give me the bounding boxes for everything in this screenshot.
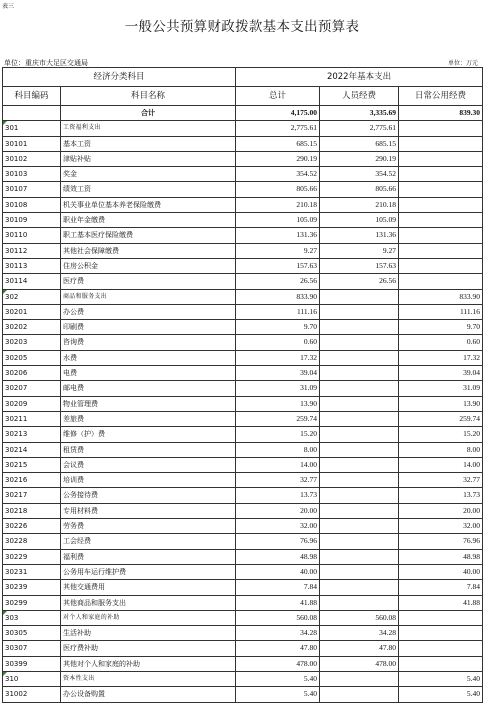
row-total: 26.56: [236, 274, 320, 289]
table-row: [3, 411, 483, 426]
row-code: 30209: [3, 396, 61, 411]
column-header-public: 日常公用经费: [399, 87, 483, 106]
row-total: 111.16: [236, 304, 320, 319]
row-name: 公务接待费: [61, 488, 236, 503]
row-code: 30114: [3, 274, 61, 289]
row-code: 30201: [3, 304, 61, 319]
row-public: 9.70: [399, 320, 483, 335]
row-name: 职业年金缴费: [61, 213, 236, 228]
row-name: 其他商品和服务支出: [61, 595, 236, 610]
budget-table: [2, 67, 483, 703]
row-code: 30207: [3, 381, 61, 396]
row-code: 30103: [3, 167, 61, 182]
table-group-row: [3, 121, 483, 136]
row-personnel: [320, 411, 399, 426]
row-personnel: 26.56: [320, 274, 399, 289]
row-personnel: [320, 519, 399, 534]
row-public: [399, 151, 483, 166]
row-public: 7.84: [399, 580, 483, 595]
row-code: 302: [3, 289, 61, 304]
row-total: 32.00: [236, 519, 320, 534]
row-personnel: 560.08: [320, 610, 399, 625]
row-code: 30110: [3, 228, 61, 243]
cell-marker-icon: [3, 121, 7, 125]
row-public: 41.88: [399, 595, 483, 610]
table-row: [3, 656, 483, 671]
table-row: [3, 626, 483, 641]
table-row: [3, 442, 483, 457]
row-personnel: 290.19: [320, 151, 399, 166]
total-code-cell: [3, 106, 61, 121]
row-name: 住房公积金: [61, 258, 236, 273]
table-row: [3, 641, 483, 656]
row-public: 5.40: [399, 687, 483, 702]
row-code: 30305: [3, 626, 61, 641]
row-code: 30203: [3, 335, 61, 350]
row-name: 维修（护）费: [61, 427, 236, 442]
row-personnel: [320, 473, 399, 488]
table-body: [3, 106, 483, 703]
row-code: 30226: [3, 519, 61, 534]
row-personnel: 354.52: [320, 167, 399, 182]
row-public: 17.32: [399, 350, 483, 365]
table-row: [3, 381, 483, 396]
row-name: 其他社会保障缴费: [61, 243, 236, 258]
row-public: 0.60: [399, 335, 483, 350]
row-public: 48.98: [399, 549, 483, 564]
row-personnel: [320, 534, 399, 549]
page-title: 一般公共预算财政拨款基本支出预算表: [124, 19, 360, 35]
row-personnel: [320, 304, 399, 319]
column-header-total: 总计: [236, 87, 320, 106]
row-total: 7.84: [236, 580, 320, 595]
row-total: 685.15: [236, 136, 320, 151]
row-personnel: 157.63: [320, 258, 399, 273]
row-public: [399, 641, 483, 656]
total-total: 4,175.00: [236, 106, 320, 121]
table-row: [3, 366, 483, 381]
row-name: 工资福利支出: [61, 121, 236, 136]
table-row: [3, 687, 483, 702]
row-public: 39.04: [399, 366, 483, 381]
row-personnel: [320, 457, 399, 472]
row-personnel: [320, 350, 399, 365]
row-total: 31.09: [236, 381, 320, 396]
row-public: 5.40: [399, 671, 483, 686]
row-total: 9.27: [236, 243, 320, 258]
row-code: 30307: [3, 641, 61, 656]
row-personnel: 34.28: [320, 626, 399, 641]
row-total: 48.98: [236, 549, 320, 564]
row-public: [399, 610, 483, 625]
row-name: 机关事业单位基本养老保险缴费: [61, 197, 236, 212]
row-code: 30299: [3, 595, 61, 610]
row-code: 30107: [3, 182, 61, 197]
row-name: 公务用车运行维护费: [61, 564, 236, 579]
total-public: 839.30: [399, 106, 483, 121]
row-total: 41.88: [236, 595, 320, 610]
row-name: 绩效工资: [61, 182, 236, 197]
row-total: 259.74: [236, 411, 320, 426]
row-public: [399, 121, 483, 136]
row-public: [399, 136, 483, 151]
table-row: [3, 350, 483, 365]
row-name: 生活补助: [61, 626, 236, 641]
table-row: [3, 427, 483, 442]
row-public: 8.00: [399, 442, 483, 457]
row-total: 17.32: [236, 350, 320, 365]
row-name: 租赁费: [61, 442, 236, 457]
row-total: 560.08: [236, 610, 320, 625]
column-header-code: 科目编码: [3, 87, 61, 106]
row-total: 805.66: [236, 182, 320, 197]
row-public: 31.09: [399, 381, 483, 396]
row-personnel: 685.15: [320, 136, 399, 151]
row-public: [399, 656, 483, 671]
row-total: 478.00: [236, 656, 320, 671]
row-personnel: [320, 335, 399, 350]
row-total: 34.28: [236, 626, 320, 641]
table-row: [3, 473, 483, 488]
row-code: 30205: [3, 350, 61, 365]
row-personnel: [320, 396, 399, 411]
corner-label: 表三: [2, 3, 15, 10]
row-personnel: 478.00: [320, 656, 399, 671]
row-personnel: 9.27: [320, 243, 399, 258]
row-name: 水费: [61, 350, 236, 365]
unit-department: 单位：重庆市大足区交通局: [4, 59, 88, 67]
total-label: 合计: [61, 106, 236, 121]
row-code: 30215: [3, 457, 61, 472]
row-personnel: [320, 595, 399, 610]
row-code: 30101: [3, 136, 61, 151]
row-personnel: [320, 503, 399, 518]
row-public: [399, 182, 483, 197]
row-personnel: [320, 687, 399, 702]
row-name: 其他对个人和家庭的补助: [61, 656, 236, 671]
table-row: [3, 335, 483, 350]
row-total: 157.63: [236, 258, 320, 273]
column-header-name: 科目名称: [61, 87, 236, 106]
row-public: 14.00: [399, 457, 483, 472]
table-row: [3, 564, 483, 579]
unit-currency: 单位：万元: [447, 60, 478, 67]
row-public: 13.73: [399, 488, 483, 503]
table-row: [3, 396, 483, 411]
row-name: 其他交通费用: [61, 580, 236, 595]
row-total: 5.40: [236, 687, 320, 702]
table-row: [3, 182, 483, 197]
header-economic-classification: 经济分类科目: [3, 68, 236, 87]
row-public: [399, 167, 483, 182]
cell-marker-icon: [3, 611, 7, 615]
column-header-personnel: 人员经费: [320, 87, 399, 106]
row-public: 13.90: [399, 396, 483, 411]
row-public: 259.74: [399, 411, 483, 426]
row-code: 30113: [3, 258, 61, 273]
row-personnel: 805.66: [320, 182, 399, 197]
row-name: 对个人和家庭的补助: [61, 610, 236, 625]
row-name: 基本工资: [61, 136, 236, 151]
row-total: 290.19: [236, 151, 320, 166]
row-total: 14.00: [236, 457, 320, 472]
row-name: 劳务费: [61, 519, 236, 534]
table-row: [3, 304, 483, 319]
table-row: [3, 274, 483, 289]
row-name: 办公设备购置: [61, 687, 236, 702]
row-personnel: [320, 366, 399, 381]
row-total: 13.73: [236, 488, 320, 503]
table-row: [3, 503, 483, 518]
row-name: 培训费: [61, 473, 236, 488]
table-row: [3, 258, 483, 273]
table-row: [3, 457, 483, 472]
row-code: 30216: [3, 473, 61, 488]
row-personnel: 47.80: [320, 641, 399, 656]
row-name: 福利费: [61, 549, 236, 564]
row-total: 8.00: [236, 442, 320, 457]
row-total: 39.04: [236, 366, 320, 381]
table-row: [3, 197, 483, 212]
row-total: 13.90: [236, 396, 320, 411]
row-code: 30109: [3, 213, 61, 228]
row-total: 210.18: [236, 197, 320, 212]
table-row: [3, 243, 483, 258]
row-code: 30399: [3, 656, 61, 671]
row-public: 76.96: [399, 534, 483, 549]
row-personnel: 210.18: [320, 197, 399, 212]
row-name: 办公费: [61, 304, 236, 319]
row-public: [399, 258, 483, 273]
row-personnel: [320, 671, 399, 686]
row-code: 30213: [3, 427, 61, 442]
row-code: 30217: [3, 488, 61, 503]
row-code: 30112: [3, 243, 61, 258]
row-personnel: [320, 442, 399, 457]
row-name: 医疗费补助: [61, 641, 236, 656]
row-personnel: 2,775.61: [320, 121, 399, 136]
table-group-row: [3, 610, 483, 625]
row-personnel: [320, 427, 399, 442]
cell-marker-icon: [3, 672, 7, 676]
row-personnel: [320, 488, 399, 503]
row-name: 咨询费: [61, 335, 236, 350]
row-personnel: [320, 549, 399, 564]
row-personnel: [320, 381, 399, 396]
table-row: [3, 167, 483, 182]
table-group-row: [3, 671, 483, 686]
row-personnel: [320, 564, 399, 579]
row-total: 105.09: [236, 213, 320, 228]
row-code: 30206: [3, 366, 61, 381]
row-personnel: 105.09: [320, 213, 399, 228]
row-public: [399, 243, 483, 258]
table-row: [3, 595, 483, 610]
row-total: 0.60: [236, 335, 320, 350]
row-code: 31002: [3, 687, 61, 702]
row-name: 职工基本医疗保险缴费: [61, 228, 236, 243]
row-total: 5.40: [236, 671, 320, 686]
row-public: [399, 213, 483, 228]
row-code: 303: [3, 610, 61, 625]
row-name: 专用材料费: [61, 503, 236, 518]
row-total: 2,775.61: [236, 121, 320, 136]
row-public: 32.00: [399, 519, 483, 534]
row-code: 30228: [3, 534, 61, 549]
row-total: 76.96: [236, 534, 320, 549]
row-total: 15.20: [236, 427, 320, 442]
table-row: [3, 136, 483, 151]
row-code: 30211: [3, 411, 61, 426]
table-row: [3, 228, 483, 243]
header-2022-basic-expenditure: 2022年基本支出: [236, 68, 483, 87]
row-code: 301: [3, 121, 61, 136]
row-total: 40.00: [236, 564, 320, 579]
row-total: 354.52: [236, 167, 320, 182]
row-personnel: [320, 320, 399, 335]
row-code: 30239: [3, 580, 61, 595]
row-public: 833.90: [399, 289, 483, 304]
row-personnel: [320, 289, 399, 304]
row-total: 131.36: [236, 228, 320, 243]
table-group-row: [3, 289, 483, 304]
row-code: 30231: [3, 564, 61, 579]
row-public: 40.00: [399, 564, 483, 579]
row-name: 奖金: [61, 167, 236, 182]
row-name: 邮电费: [61, 381, 236, 396]
row-name: 商品和服务支出: [61, 289, 236, 304]
row-name: 医疗费: [61, 274, 236, 289]
row-code: 30108: [3, 197, 61, 212]
table-row: [3, 534, 483, 549]
row-total: 833.90: [236, 289, 320, 304]
row-code: 30102: [3, 151, 61, 166]
row-code: 30218: [3, 503, 61, 518]
table-row: [3, 213, 483, 228]
row-public: [399, 197, 483, 212]
row-name: 差旅费: [61, 411, 236, 426]
row-public: 111.16: [399, 304, 483, 319]
row-public: [399, 274, 483, 289]
row-public: 15.20: [399, 427, 483, 442]
table-row: [3, 151, 483, 166]
table-row: [3, 488, 483, 503]
row-name: 会议费: [61, 457, 236, 472]
row-code: 30202: [3, 320, 61, 335]
row-name: 物业管理费: [61, 396, 236, 411]
row-public: [399, 626, 483, 641]
table-row: [3, 549, 483, 564]
table-row: [3, 320, 483, 335]
row-total: 47.80: [236, 641, 320, 656]
row-name: 津贴补贴: [61, 151, 236, 166]
row-name: 电费: [61, 366, 236, 381]
cell-marker-icon: [3, 290, 7, 294]
row-total: 20.00: [236, 503, 320, 518]
total-row: [3, 106, 483, 121]
row-total: 9.70: [236, 320, 320, 335]
table-row: [3, 519, 483, 534]
row-public: 32.77: [399, 473, 483, 488]
row-total: 32.77: [236, 473, 320, 488]
table-row: [3, 580, 483, 595]
row-public: [399, 228, 483, 243]
row-name: 资本性支出: [61, 671, 236, 686]
row-name: 工会经费: [61, 534, 236, 549]
row-personnel: 131.36: [320, 228, 399, 243]
row-code: 310: [3, 671, 61, 686]
row-code: 30214: [3, 442, 61, 457]
row-public: 20.00: [399, 503, 483, 518]
row-personnel: [320, 580, 399, 595]
row-code: 30229: [3, 549, 61, 564]
total-personnel: 3,335.69: [320, 106, 399, 121]
row-name: 印刷费: [61, 320, 236, 335]
